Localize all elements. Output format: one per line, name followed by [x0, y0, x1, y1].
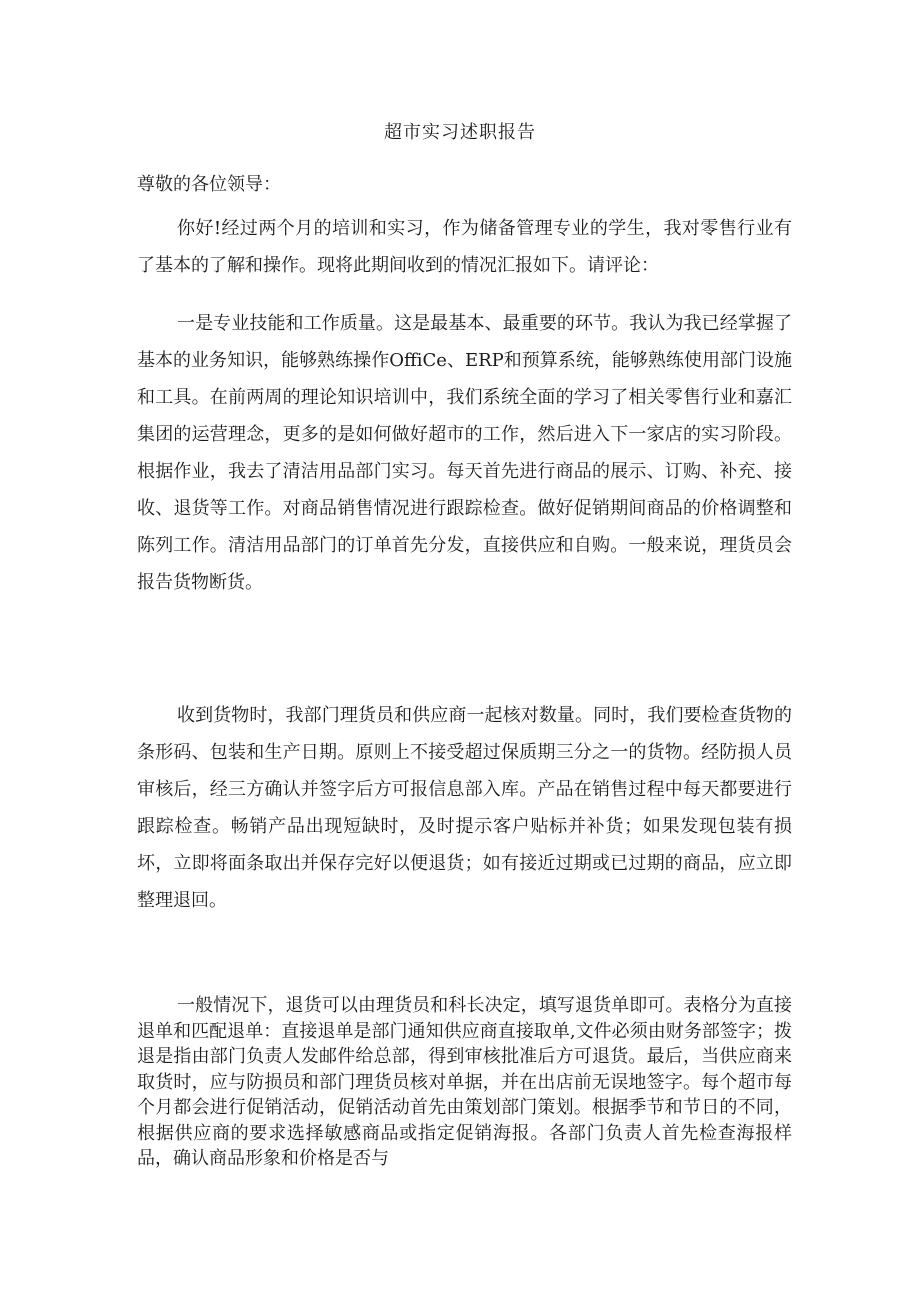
salutation: 尊敬的各位领导：: [137, 174, 281, 195]
paragraph-skills: 一是专业技能和工作质量。这是最基本、最重要的环节。我认为我已经掌握了基本的业务知识，能够熟练操作OffiCe、ERP和预算系统，能够熟练使用部门设施和工具。在前两周的理论知识培训中，我们系统全面的学习了相关零售行业和嘉汇集团的运营理念，更多的是如何做好超市的工作，然后进入下一家店的实习阶段。根据作业，我去了清洁用品部门实习。每天首先进行商品的展示、订购、补充、接收、退货等工作。对商品销售情况进行跟踪检查。做好促销期间商品的价格调整和陈列工作。清洁用品部门的订单首先分发，直接供应和自购。一般来说，理货员会报告货物断货。: [137, 313, 792, 593]
document-title: 超市实习述职报告: [384, 122, 536, 143]
paragraph-returns: 一般情况下，退货可以由理货员和科长决定，填写退货单即可。表格分为直接退单和匹配退单：直接退单是部门通知供应商直接取单,文件必须由财务部签字；拨退是指由部门负责人发邮件给总部，得到审核批准后方可退货。最后，当供应商来取货时，应与防损员和部门理货员核对单据，并在出店前无误地签字。每个超市每个月都会进行促销活动，促销活动首先由策划部门策划。根据季节和节日的不同，根据供应商的要求选择敏感商品或指定促销海报。各部门负责人首先检查海报样品，确认商品形象和价格是否与: [137, 995, 792, 1169]
paragraph-receiving: 收到货物时，我部门理货员和供应商一起核对数量。同时，我们要检查货物的条形码、包装和生产日期。原则上不接受超过保质期三分之一的货物。经防损人员审核后，经三方确认并签字后方可报信息部入库。产品在销售过程中每天都要进行跟踪检查。畅销产品出现短缺时，及时提示客户贴标并补货；如果发现包装有损坏，立即将面条取出并保存完好以便退货；如有接近过期或已过期的商品，应立即整理退回。: [137, 705, 792, 911]
paragraph-greeting: 你好!经过两个月的培训和实习，作为储备管理专业的学生，我对零售行业有了基本的了解和操作。现将此期间收到的情况汇报如下。请评论：: [137, 218, 792, 276]
